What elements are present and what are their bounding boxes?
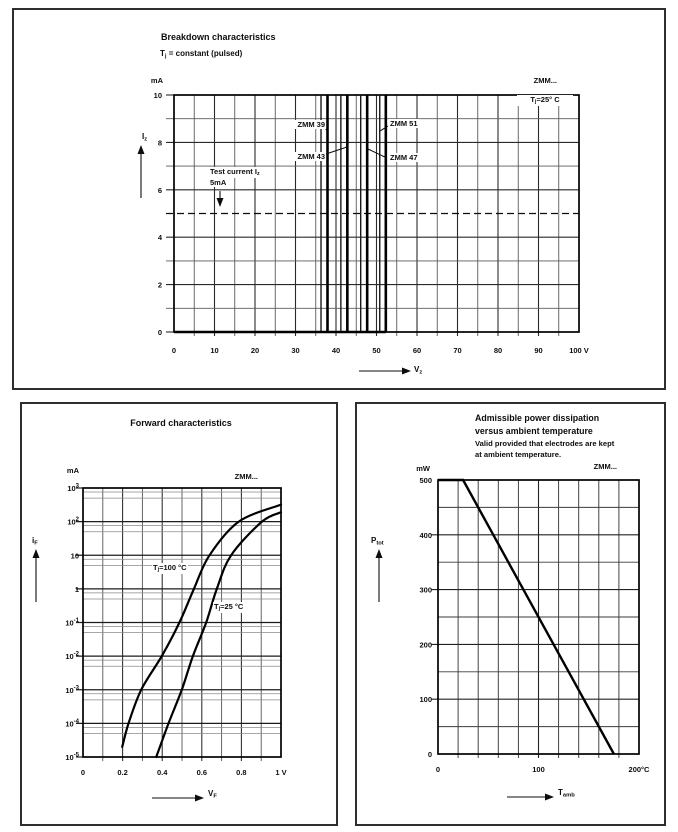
x-tick-label: 20 (250, 346, 260, 355)
chart-title: Admissible power dissipation (475, 413, 600, 423)
x-tick-label: 100 V (569, 346, 589, 355)
chart-note-line2: at ambient temperature. (475, 450, 562, 459)
chart-title: Breakdown characteristics (161, 32, 276, 42)
axis-arrowhead (402, 368, 411, 375)
device-family-label: ZMM... (593, 462, 617, 471)
x-tick-label: 0.4 (156, 768, 168, 777)
x-tick-label: 0 (171, 346, 177, 355)
x-tick-label: 0.8 (236, 768, 247, 777)
y-tick-label: 1 (74, 584, 79, 594)
y-tick-label: 100 (419, 695, 432, 705)
curve-label-tj100: Tj=100 °C (153, 563, 187, 574)
y-tick-label: $10^{-4}$ (65, 718, 79, 729)
x-tick-label: 50 (372, 346, 381, 355)
y-tick-label: 8 (157, 138, 162, 148)
y-tick-label: $10^3$ (67, 483, 79, 493)
y-unit-label: mA (150, 76, 163, 85)
x-axis-label: VF (208, 789, 217, 800)
x-tick-label: 60 (412, 346, 422, 355)
y-tick-label: $10^{-2}$ (65, 651, 79, 662)
x-axis-label: Vz (414, 365, 423, 376)
chart-subtitle: Tj = constant (pulsed) (160, 49, 243, 60)
axis-arrowhead (138, 145, 145, 154)
y-axis-label: Iz (142, 132, 148, 143)
power-panel (355, 402, 666, 826)
x-tick-label: 90 (534, 346, 543, 355)
curve-label-leader-2 (368, 149, 387, 158)
axis-arrowhead (195, 795, 204, 802)
condition-label: Tj=25° C (517, 95, 573, 106)
y-tick-label: 6 (157, 185, 162, 195)
x-tick-label: 0 (435, 765, 441, 774)
axis-arrowhead (376, 549, 383, 558)
y-tick-label: $10^{-3}$ (65, 685, 79, 695)
breakdown-plot-svg (14, 10, 664, 388)
forward-curve-1 (156, 512, 281, 757)
x-tick-label: 0.6 (196, 768, 208, 777)
test-current-label-line1: Test current Iz (210, 167, 260, 178)
x-tick-label: 0 (80, 768, 86, 777)
x-tick-label: 10 (210, 346, 219, 355)
y-tick-label: $10^2$ (67, 517, 79, 527)
y-tick-label: 4 (157, 233, 162, 243)
y-tick-label: 10 (70, 551, 79, 561)
device-family-label: ZMM... (533, 76, 557, 85)
chart-note-line1: Valid provided that electrodes are kept (475, 439, 615, 448)
chart-title: Forward characteristics (130, 418, 232, 428)
curve-label-zmm47: ZMM 47 (390, 153, 418, 162)
y-tick-label: 0 (427, 750, 432, 759)
x-tick-label: 200°C (628, 765, 650, 774)
y-axis-label: Ptot (371, 536, 384, 547)
x-tick-label: 100 (532, 765, 545, 774)
y-tick-label: 2 (157, 280, 162, 290)
y-axis-label: iF (32, 536, 38, 547)
x-tick-label: 80 (493, 346, 503, 355)
x-tick-label: 30 (291, 346, 300, 355)
y-tick-label: $10^{-1}$ (65, 618, 79, 628)
curve-label-zmm39: ZMM 39 (288, 120, 326, 129)
y-unit-label: mA (66, 466, 79, 475)
curve-label-zmm51: ZMM 51 (390, 119, 418, 128)
test-current-label-line2: 5mA (210, 178, 227, 187)
x-tick-label: 70 (453, 346, 462, 355)
forward-panel (20, 402, 338, 826)
curve-label-zmm43: ZMM 43 (288, 152, 326, 161)
breakdown-panel (12, 8, 666, 390)
axis-arrowhead (217, 198, 224, 207)
x-tick-label: 1 V (275, 768, 287, 777)
device-family-label: ZMM... (234, 472, 258, 481)
chart-title-line2: versus ambient temperature (475, 426, 593, 436)
y-tick-label: 400 (419, 530, 432, 540)
x-tick-label: 0.2 (117, 768, 128, 777)
y-tick-label: 200 (419, 640, 432, 650)
curve-label-tj25: Tj=25 °C (214, 602, 244, 613)
axis-arrowhead (545, 794, 554, 801)
y-tick-label: 300 (419, 585, 432, 595)
y-tick-label: $10^{-5}$ (65, 752, 79, 762)
x-axis-label: Tamb (558, 788, 575, 799)
y-tick-label: 10 (153, 91, 162, 100)
y-unit-label: mW (416, 464, 430, 473)
y-tick-label: 0 (157, 328, 162, 337)
x-tick-label: 40 (331, 346, 341, 355)
y-tick-label: 500 (419, 476, 432, 485)
axis-arrowhead (33, 549, 40, 558)
